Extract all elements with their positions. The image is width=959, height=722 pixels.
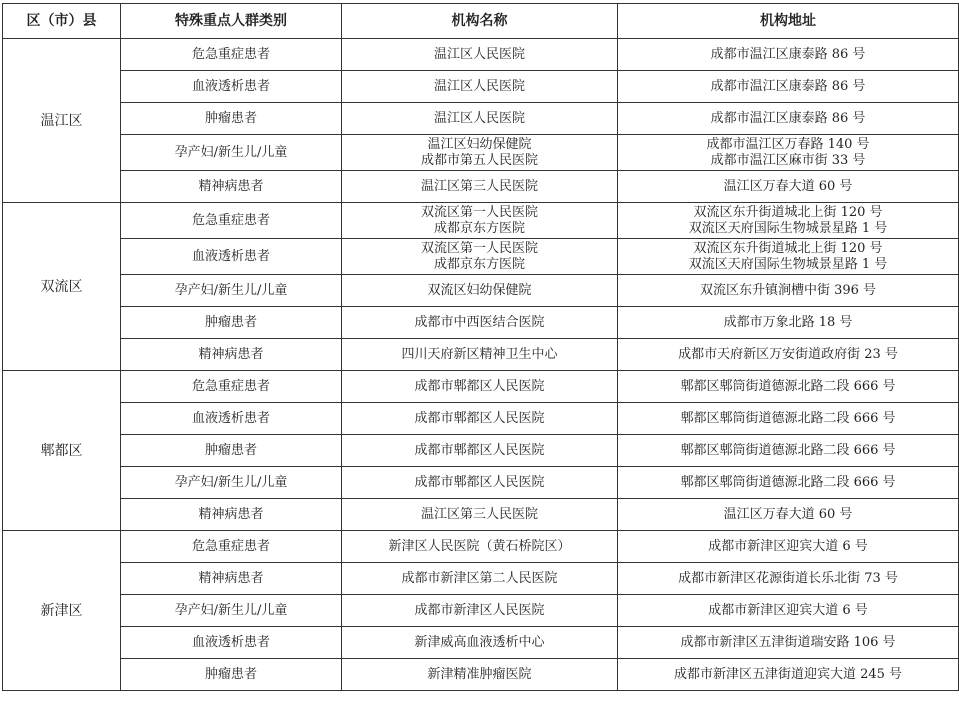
institution-line: 成都市第五人民医院: [420, 152, 538, 168]
category-cell: 肿瘤患者: [121, 659, 342, 691]
table-row: [3, 39, 959, 71]
category-cell: 肿瘤患者: [121, 307, 342, 339]
address-cell: [618, 371, 959, 403]
address-line: 成都市新津区迎宾大道 6 号: [708, 538, 868, 554]
address-line: 双流区东升街道城北上街 120 号: [693, 240, 883, 256]
institution-cell: [342, 371, 618, 403]
institution-line: 成都市新津区第二人民医院: [401, 570, 558, 586]
institution-line: 温江区人民医院: [433, 110, 525, 126]
institution-line: 温江区妇幼保健院: [427, 136, 532, 152]
address-cell: [618, 171, 959, 203]
institution-line: 成都市中西医结合医院: [414, 314, 545, 330]
category-cell: 孕产妇/新生儿/儿童: [121, 595, 342, 627]
address-line: 双流区东升镇涧槽中街 396 号: [699, 282, 877, 298]
district-cell: 新津区: [3, 531, 121, 691]
category-cell: 肿瘤患者: [121, 435, 342, 467]
address-line: 成都市温江区康泰路 86 号: [710, 110, 866, 126]
header-category: 特殊重点人群类别: [121, 4, 342, 39]
institution-line: 新津区人民医院（黄石桥院区）: [388, 538, 571, 554]
table-row: [3, 339, 959, 371]
address-cell: [618, 563, 959, 595]
category-cell: 肿瘤患者: [121, 103, 342, 135]
category-cell: 危急重症患者: [121, 531, 342, 563]
institution-cell: [342, 339, 618, 371]
table-row: [3, 531, 959, 563]
institution-cell: [342, 531, 618, 563]
address-line: 成都市新津区迎宾大道 6 号: [708, 602, 868, 618]
category-cell: 血液透析患者: [121, 239, 342, 275]
institution-line: 成都市新津区人民医院: [414, 602, 545, 618]
institution-cell: [342, 71, 618, 103]
institution-cell: [342, 39, 618, 71]
category-cell: 血液透析患者: [121, 403, 342, 435]
address-line: 成都市万象北路 18 号: [723, 314, 853, 330]
table-row: [3, 403, 959, 435]
address-line: 双流区天府国际生物城景星路 1 号: [688, 256, 888, 272]
address-line: 成都市温江区麻市街 33 号: [710, 152, 866, 168]
table-row: [3, 103, 959, 135]
institution-line: 成都市郫都区人民医院: [414, 474, 545, 490]
institution-cell: [342, 203, 618, 239]
table-row: [3, 171, 959, 203]
table-row: [3, 71, 959, 103]
table-row: [3, 659, 959, 691]
address-line: 成都市天府新区万安街道政府街 23 号: [678, 346, 898, 362]
institution-line: 双流区妇幼保健院: [427, 282, 532, 298]
table-row: [3, 467, 959, 499]
institution-line: 双流区第一人民医院: [420, 204, 538, 220]
header-district: 区（市）县: [3, 4, 121, 39]
institution-cell: [342, 403, 618, 435]
institution-line: 双流区第一人民医院: [420, 240, 538, 256]
address-cell: [618, 239, 959, 275]
district-cell: 双流区: [3, 203, 121, 371]
institution-cell: [342, 135, 618, 171]
address-line: 郫都区郫筒街道德源北路二段 666 号: [680, 442, 896, 458]
table-row: [3, 627, 959, 659]
institution-cell: [342, 499, 618, 531]
institution-cell: [342, 595, 618, 627]
institution-cell: [342, 239, 618, 275]
table-row: [3, 307, 959, 339]
table-row: [3, 499, 959, 531]
table-row: [3, 275, 959, 307]
category-cell: 血液透析患者: [121, 627, 342, 659]
institution-line: 成都市郫都区人民医院: [414, 378, 545, 394]
category-cell: 精神病患者: [121, 171, 342, 203]
address-cell: [618, 339, 959, 371]
category-cell: 危急重症患者: [121, 39, 342, 71]
category-cell: 孕产妇/新生儿/儿童: [121, 135, 342, 171]
institution-line: 成都京东方医院: [433, 256, 525, 272]
institution-line: 新津精准肿瘤医院: [427, 666, 532, 682]
address-line: 郫都区郫筒街道德源北路二段 666 号: [680, 474, 896, 490]
institution-cell: [342, 275, 618, 307]
table-row: [3, 371, 959, 403]
category-cell: 精神病患者: [121, 339, 342, 371]
header-address: 机构地址: [618, 4, 959, 39]
category-cell: 精神病患者: [121, 563, 342, 595]
address-cell: [618, 307, 959, 339]
address-cell: [618, 627, 959, 659]
table-row: [3, 595, 959, 627]
address-cell: [618, 435, 959, 467]
table-row: [3, 563, 959, 595]
category-cell: 血液透析患者: [121, 71, 342, 103]
address-cell: [618, 275, 959, 307]
address-cell: [618, 595, 959, 627]
institution-cell: [342, 627, 618, 659]
category-cell: 精神病患者: [121, 499, 342, 531]
address-line: 成都市新津区五津街道瑞安路 106 号: [680, 634, 896, 650]
table-body: [3, 39, 959, 691]
institution-line: 温江区第三人民医院: [420, 178, 538, 194]
category-cell: 孕产妇/新生儿/儿童: [121, 275, 342, 307]
header-row: [3, 4, 959, 39]
address-cell: [618, 531, 959, 563]
category-cell: 危急重症患者: [121, 371, 342, 403]
address-cell: [618, 467, 959, 499]
table-row: [3, 135, 959, 171]
institution-cell: [342, 307, 618, 339]
address-line: 成都市新津区花源街道长乐北街 73 号: [678, 570, 898, 586]
table-row: [3, 435, 959, 467]
address-cell: [618, 103, 959, 135]
address-line: 温江区万春大道 60 号: [723, 506, 853, 522]
address-line: 成都市温江区康泰路 86 号: [710, 46, 866, 62]
institution-line: 四川天府新区精神卫生中心: [401, 346, 558, 362]
institution-cell: [342, 563, 618, 595]
institution-cell: [342, 467, 618, 499]
institution-line: 成都市郫都区人民医院: [414, 442, 545, 458]
address-cell: [618, 403, 959, 435]
institution-line: 成都京东方医院: [433, 220, 525, 236]
institution-line: 温江区人民医院: [433, 46, 525, 62]
address-line: 成都市新津区五津街道迎宾大道 245 号: [673, 666, 903, 682]
address-line: 成都市温江区万春路 140 号: [706, 136, 870, 152]
institution-cell: [342, 659, 618, 691]
institution-line: 成都市郫都区人民医院: [414, 410, 545, 426]
address-line: 郫都区郫筒街道德源北路二段 666 号: [680, 378, 896, 394]
institution-line: 温江区人民医院: [433, 78, 525, 94]
address-line: 温江区万春大道 60 号: [723, 178, 853, 194]
district-cell: 郫都区: [3, 371, 121, 531]
special-population-institution-table: [2, 3, 959, 691]
institution-cell: [342, 435, 618, 467]
address-line: 双流区东升街道城北上街 120 号: [693, 204, 883, 220]
address-line: 郫都区郫筒街道德源北路二段 666 号: [680, 410, 896, 426]
address-line: 成都市温江区康泰路 86 号: [710, 78, 866, 94]
category-cell: 孕产妇/新生儿/儿童: [121, 467, 342, 499]
address-cell: [618, 499, 959, 531]
institution-line: 新津威高血液透析中心: [414, 634, 545, 650]
institution-line: 温江区第三人民医院: [420, 506, 538, 522]
address-cell: [618, 135, 959, 171]
institution-cell: [342, 103, 618, 135]
address-cell: [618, 71, 959, 103]
table-row: [3, 203, 959, 239]
header-institution: 机构名称: [342, 4, 618, 39]
district-cell: 温江区: [3, 39, 121, 203]
address-cell: [618, 203, 959, 239]
address-cell: [618, 659, 959, 691]
address-cell: [618, 39, 959, 71]
address-line: 双流区天府国际生物城景星路 1 号: [688, 220, 888, 236]
category-cell: 危急重症患者: [121, 203, 342, 239]
institution-cell: [342, 171, 618, 203]
table-row: [3, 239, 959, 275]
